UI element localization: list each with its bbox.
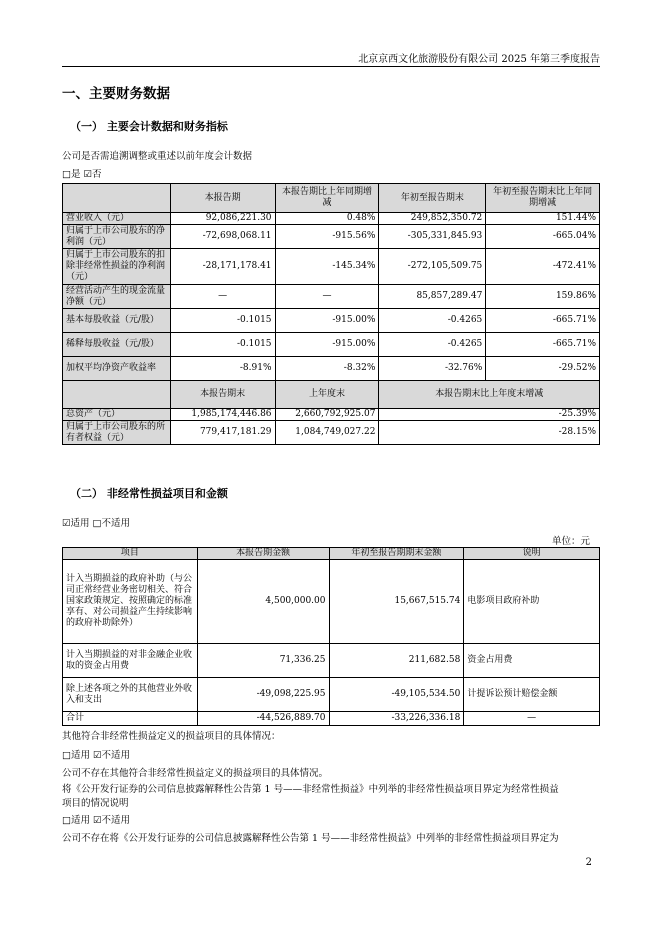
cell-value: -915.00%: [275, 333, 379, 357]
row-label: 除上述各项之外的其他营业外收入和支出: [63, 678, 198, 712]
subsection-title-1: （一） 主要会计数据和财务指标: [70, 120, 228, 133]
cell-value: -665.04%: [486, 225, 600, 249]
cell-value: —: [464, 712, 600, 726]
section-title: 一、主要财务数据: [62, 86, 170, 102]
cell-value: 151.44%: [486, 213, 600, 225]
table2-header-cell: 说明: [464, 548, 600, 560]
table1-header-cell: [63, 381, 171, 409]
cell-value: 1,985,174,446.86: [170, 409, 275, 421]
row-label: 计入当期损益的对非金融企业收取的资金占用费: [63, 644, 198, 678]
row-label: 归属于上市公司股东的净利润（元）: [63, 225, 171, 249]
cell-value: -915.00%: [275, 309, 379, 333]
page-number: 2: [585, 857, 592, 868]
table1-header-cell: 本报告期: [170, 184, 275, 213]
table1-header-cell: 本报告期末比上年度末增减: [379, 381, 600, 409]
cell-value: -8.32%: [275, 357, 379, 381]
retro-answer: □是 ☑否: [62, 169, 102, 180]
cell-value: -28.15%: [379, 421, 600, 445]
applicable-checkbox-1: ☑适用 □不适用: [62, 518, 131, 529]
table1-header-cell: 本报告期末: [170, 381, 275, 409]
cell-value: —: [170, 285, 275, 309]
cell-value: -33,226,336.18: [329, 712, 464, 726]
cell-value: -915.56%: [275, 225, 379, 249]
unit-label: 单位：元: [551, 536, 590, 547]
table1-header-row: [63, 184, 600, 213]
table-row: [63, 285, 600, 309]
cell-value: -25.39%: [379, 409, 600, 421]
applicable-checkbox-3: □适用 ☑不适用: [62, 815, 131, 826]
cell-value: 15,667,515.74: [329, 560, 464, 644]
cell-value: -305,331,845.93: [379, 225, 486, 249]
cell-value: -0.1015: [170, 309, 275, 333]
table2-header-row: [63, 548, 600, 560]
para-reclassification-a: 将《公开发行证券的公司信息披露解释性公告第 1 号——非经常性损益》中列举的非经常性损益项目界定为经常性损益: [62, 784, 559, 795]
row-label: 计入当期损益的政府补助（与公司正常经营业务密切相关、符合国家政策规定、按照确定的标准享有、对公司损益产生持续影响的政府补助除外）: [63, 560, 198, 644]
cell-value: 211,682.58: [329, 644, 464, 678]
cell-value: 4,500,000.00: [197, 560, 329, 644]
table-row: [63, 712, 600, 726]
cell-value: -8.91%: [170, 357, 275, 381]
table-row: [63, 409, 600, 421]
cell-value: 249,852,350.72: [379, 213, 486, 225]
cell-value: 0.48%: [275, 213, 379, 225]
table2-header-cell: 年初至报告期期末金额: [329, 548, 464, 560]
para-no-other-items: 公司不存在其他符合非经常性损益定义的损益项目的具体情况。: [62, 768, 329, 779]
cell-value: 779,417,181.29: [170, 421, 275, 445]
non-recurring-items-table: [62, 547, 600, 726]
row-label: 加权平均净资产收益率: [63, 357, 171, 381]
para-reclassification-b: 项目的情况说明: [62, 798, 129, 809]
cell-value: -0.4265: [379, 309, 486, 333]
cell-value: -665.71%: [486, 333, 600, 357]
cell-value: -272,105,509.75: [379, 249, 486, 285]
table2-header-cell: 项目: [63, 548, 198, 560]
para-other-items: 其他符合非经常性损益定义的损益项目的具体情况：: [62, 731, 281, 742]
cell-value: -49,105,534.50: [329, 678, 464, 712]
table-row: [63, 225, 600, 249]
row-label: 经营活动产生的现金流量净额（元）: [63, 285, 171, 309]
table-row: [63, 309, 600, 333]
table-row: [63, 644, 600, 678]
cell-value: 资金占用费: [464, 644, 600, 678]
cell-value: -0.4265: [379, 333, 486, 357]
cell-value: 2,660,792,925.07: [275, 409, 379, 421]
table2-header-cell: 本报告期金额: [197, 548, 329, 560]
row-label: 归属于上市公司股东的所有者权益（元）: [63, 421, 171, 445]
cell-value: 1,084,749,027.22: [275, 421, 379, 445]
cell-value: 159.86%: [486, 285, 600, 309]
header-rule: [62, 66, 600, 67]
cell-value: —: [275, 285, 379, 309]
financial-data-table: [62, 183, 600, 445]
table1-header-cell: 年初至报告期末: [379, 184, 486, 213]
table-row: [63, 333, 600, 357]
table-row: [63, 421, 600, 445]
table-row: [63, 678, 600, 712]
cell-value: -28,171,178.41: [170, 249, 275, 285]
table1-header-cell: 上年度末: [275, 381, 379, 409]
row-label: 合计: [63, 712, 198, 726]
cell-value: 电影项目政府补助: [464, 560, 600, 644]
row-label: 营业收入（元）: [63, 213, 171, 225]
cell-value: -29.52%: [486, 357, 600, 381]
row-label: 总资产（元）: [63, 409, 171, 421]
cell-value: -44,526,889.70: [197, 712, 329, 726]
cell-value: -145.34%: [275, 249, 379, 285]
table1-header-row-2: [63, 381, 600, 409]
cell-value: -72,698,068.11: [170, 225, 275, 249]
table1-header-cell: 本报告期比上年同期增减: [275, 184, 379, 213]
table1-header-cell: 年初至报告期末比上年同期增减: [486, 184, 600, 213]
cell-value: 85,857,289.47: [379, 285, 486, 309]
applicable-checkbox-2: □适用 ☑不适用: [62, 750, 131, 761]
cell-value: -49,098,225.95: [197, 678, 329, 712]
row-label: 稀释每股收益（元/股）: [63, 333, 171, 357]
row-label: 归属于上市公司股东的扣除非经常性损益的净利润（元）: [63, 249, 171, 285]
table-row: [63, 213, 600, 225]
cell-value: -472.41%: [486, 249, 600, 285]
cell-value: 71,336.25: [197, 644, 329, 678]
table-row: [63, 249, 600, 285]
subsection-title-2: （二） 非经常性损益项目和金额: [70, 487, 228, 500]
table1-header-cell: [63, 184, 171, 213]
page-header: 北京京西文化旅游股份有限公司 2025 年第三季度报告: [358, 54, 600, 65]
para-no-reclassification: 公司不存在将《公开发行证券的公司信息披露解释性公告第 1 号——非经常性损益》中列举的非经常性损益项目界定为: [62, 833, 559, 844]
row-label: 基本每股收益（元/股）: [63, 309, 171, 333]
cell-value: -32.76%: [379, 357, 486, 381]
cell-value: 92,086,221.30: [170, 213, 275, 225]
cell-value: -0.1015: [170, 333, 275, 357]
retro-question: 公司是否需追溯调整或重述以前年度会计数据: [62, 151, 253, 162]
table-row: [63, 560, 600, 644]
cell-value: -665.71%: [486, 309, 600, 333]
cell-value: 计提诉讼预计赔偿金额: [464, 678, 600, 712]
table-row: [63, 357, 600, 381]
